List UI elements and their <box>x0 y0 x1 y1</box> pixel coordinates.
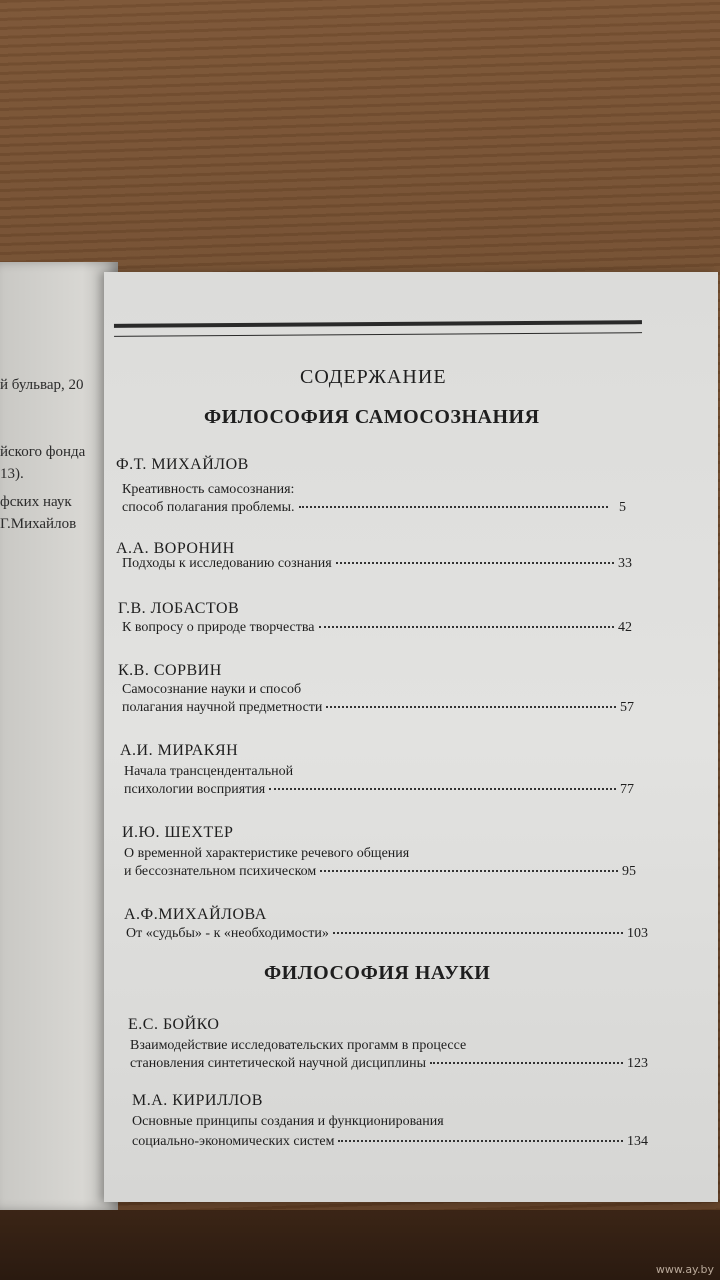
entry-title: полагания научной предметности <box>122 700 323 715</box>
facing-page-line: Г.Михайлов <box>0 516 77 532</box>
entry-author: А.И. МИРАКЯН <box>120 742 239 759</box>
dot-leader <box>269 788 616 790</box>
toc-entry-row <box>124 782 634 798</box>
page-number: 95 <box>622 864 636 879</box>
dot-leader <box>333 932 623 934</box>
entry-title: Основные принципы создания и функционирования <box>132 1114 444 1129</box>
entry-title: О временной характеристике речевого общения <box>124 846 410 861</box>
facing-page-line: 13). <box>0 466 24 482</box>
entry-title: Самосознание науки и способ <box>122 682 302 697</box>
dot-leader <box>338 1140 623 1142</box>
entry-author: А.Ф.МИХАЙЛОВА <box>124 906 267 923</box>
toc-entry-row <box>126 926 648 942</box>
entry-title: становления синтетической научной дисциплины <box>130 1056 427 1071</box>
toc-entry-row <box>122 500 626 516</box>
dot-leader <box>336 562 614 564</box>
entry-title: социально-экономических систем <box>132 1134 335 1149</box>
page-number: 134 <box>627 1134 648 1149</box>
entry-author: И.Ю. ШЕХТЕР <box>122 824 234 841</box>
facing-page <box>0 262 118 1210</box>
entry-author: А.А. ВОРОНИН <box>116 540 235 557</box>
entry-author: М.А. КИРИЛЛОВ <box>132 1092 263 1109</box>
dot-leader <box>319 626 615 628</box>
entry-author: Ф.Т. МИХАЙЛОВ <box>116 456 249 473</box>
entry-author: К.В. СОРВИН <box>118 662 222 679</box>
page-number: 77 <box>620 782 634 797</box>
toc-entry-row <box>130 1056 648 1072</box>
entry-title: психологии восприятия <box>124 782 266 797</box>
table-surface <box>0 1210 720 1280</box>
dot-leader <box>430 1062 623 1064</box>
entry-author: Г.В. ЛОБАСТОВ <box>118 600 240 617</box>
toc-entry-row <box>132 1134 648 1150</box>
section-title: ФИЛОСОФИЯ САМОСОЗНАНИЯ <box>204 406 540 428</box>
dot-leader <box>326 706 616 708</box>
entry-title: Начала трансцендентальной <box>124 764 294 779</box>
entry-title: способ полагания проблемы. <box>122 500 295 515</box>
contents-page <box>104 272 718 1202</box>
page-number: 5 <box>619 500 626 515</box>
facing-page-line: фских наук <box>0 494 72 510</box>
dot-leader <box>320 870 618 872</box>
page-number: 57 <box>620 700 634 715</box>
facing-page-line: йского фонда <box>0 444 86 460</box>
entry-title: От «судьбы» - к «необходимости» <box>126 926 329 941</box>
section-title: ФИЛОСОФИЯ НАУКИ <box>264 962 491 984</box>
dot-leader <box>299 506 608 508</box>
entry-title: Подходы к исследованию сознания <box>122 556 332 571</box>
header-rule <box>114 320 642 337</box>
toc-entry-row <box>122 620 632 636</box>
entry-title: К вопросу о природе творчества <box>122 620 315 635</box>
facing-page-line: й бульвар, 20 <box>0 377 84 393</box>
toc-entry-row <box>124 864 636 880</box>
entry-title: и бессознательном психическом <box>124 864 317 879</box>
entry-title: Взаимодействие исследовательских прогамм в процессе <box>130 1038 467 1053</box>
watermark: www.ay.by <box>655 1263 714 1276</box>
toc-entry-row <box>122 556 632 572</box>
contents-heading: СОДЕРЖАНИЕ <box>300 366 447 388</box>
entry-title: Креативность самосознания: <box>122 482 295 497</box>
toc-entry-row <box>122 700 634 716</box>
page-number: 42 <box>618 620 632 635</box>
page-number: 103 <box>627 926 648 941</box>
entry-author: Е.С. БОЙКО <box>128 1016 220 1033</box>
page-number: 33 <box>618 556 632 571</box>
page-number: 123 <box>627 1056 648 1071</box>
